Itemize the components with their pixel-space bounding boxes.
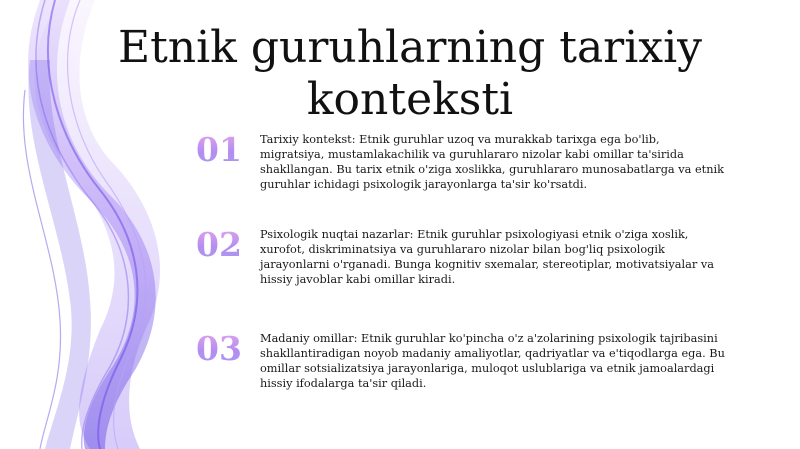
list-item: [196, 329, 736, 419]
item-number: 02: [196, 225, 252, 265]
list-item: [196, 225, 736, 315]
list-item: [196, 130, 736, 220]
item-number: 01: [196, 130, 252, 170]
item-text: Madaniy omillar: Etnik guruhlar ko'pincha o'z a'zolarining psixologik tajribasini shakllantiradigan noyob madaniy amaliyotlar, qadriyatlar va e'tiqodlarga ega. Bu omillar sotsializatsiya jarayonlariga, muloqot uslublariga va etnik jamoalardagi hissiy ifodalarga ta'sir qiladi.: [260, 332, 725, 390]
slide-title: Etnik guruhlarning tarixiy konteksti: [117, 22, 703, 125]
item-text: Psixologik nuqtai nazarlar: Etnik guruhlar psixologiyasi etnik o'ziga xoslik, xurofot, diskriminatsiya va guruhlararo nizolar bilan bog'liq psixologik jarayonlarni o'rganadi. Bunga kognitiv sxemalar, stereotiplar, motivatsiyalar va hissiy javoblar kabi omillar kiradi.: [260, 228, 714, 286]
item-number: 03: [196, 329, 252, 369]
item-text: Tarixiy kontekst: Etnik guruhlar uzoq va murakkab tarixga ega bo'lib, migratsiya, mustamlakachilik va guruhlararo nizolar kabi omillar ta'sirida shakllangan. Bu tarix etnik o'ziga xoslikka, guruhlararo munosabatlarga va etnik guruhlar ichidagi psixologik jarayonlarga ta'sir ko'rsatdi.: [260, 133, 724, 191]
